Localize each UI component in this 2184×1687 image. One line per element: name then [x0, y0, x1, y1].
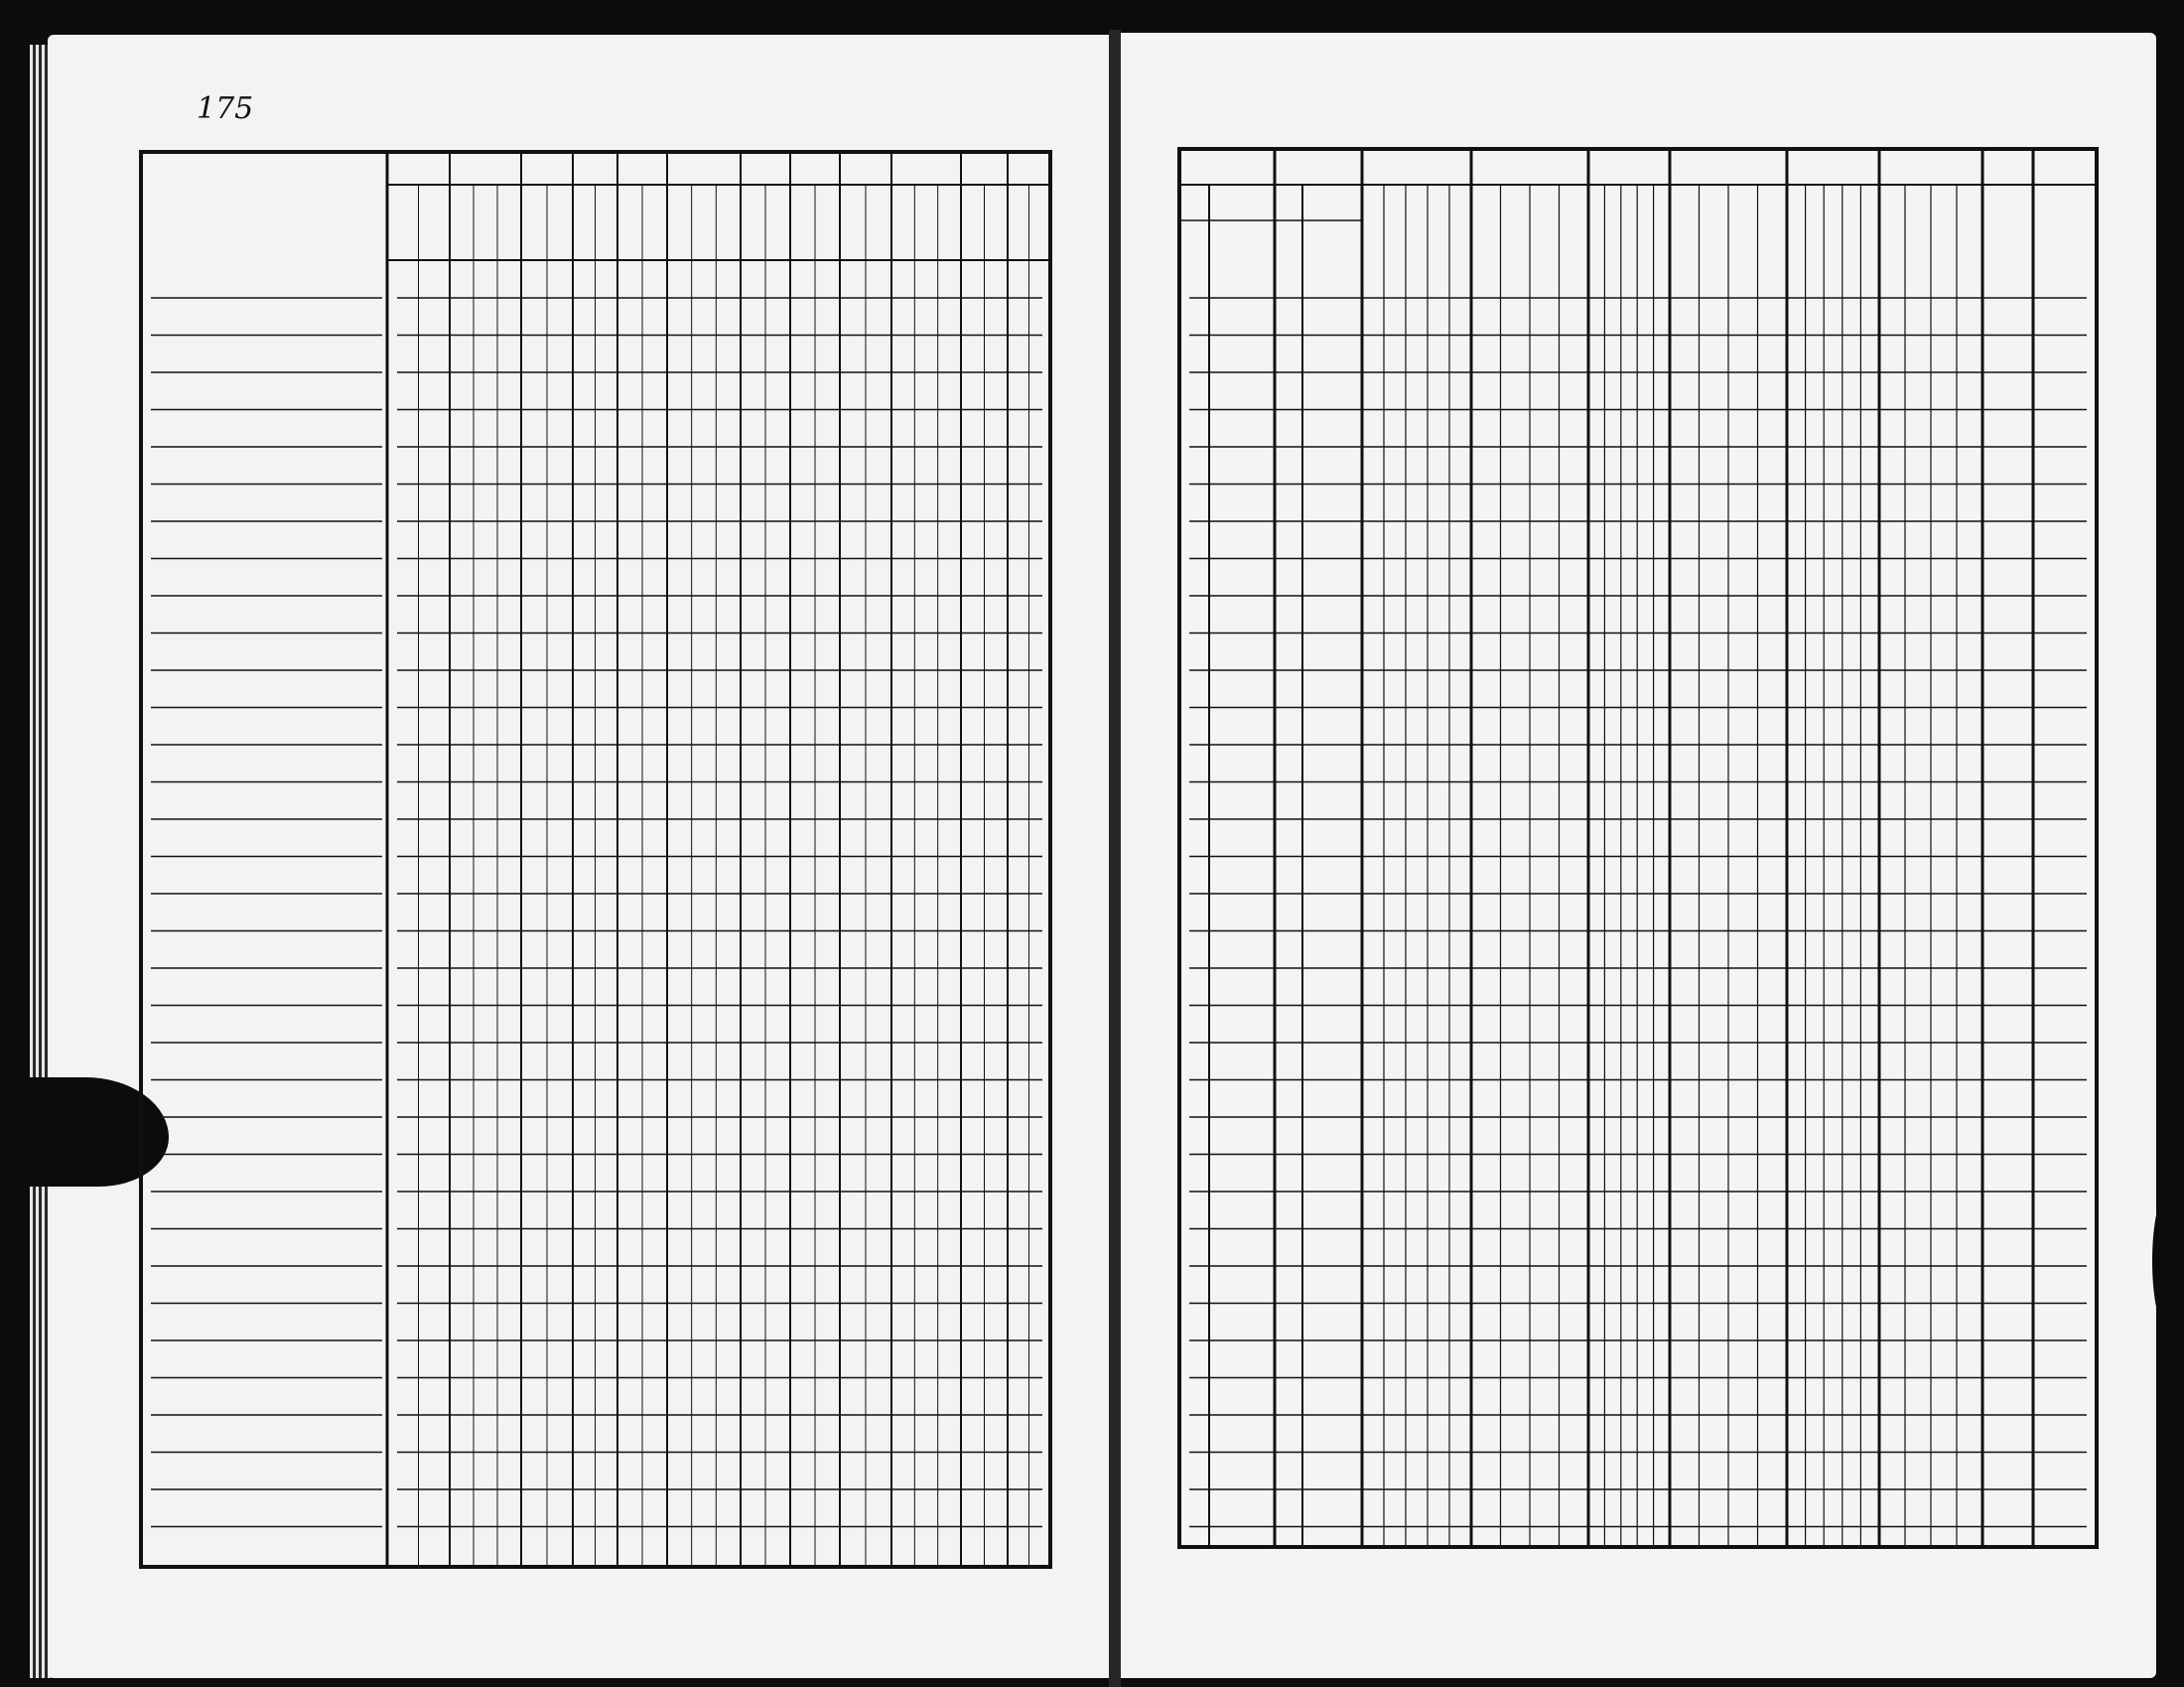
page-number: 175	[197, 91, 254, 126]
right-register-table	[1179, 149, 2097, 1547]
right-table-border	[1179, 149, 2097, 1547]
left-register-table	[141, 152, 1050, 1567]
